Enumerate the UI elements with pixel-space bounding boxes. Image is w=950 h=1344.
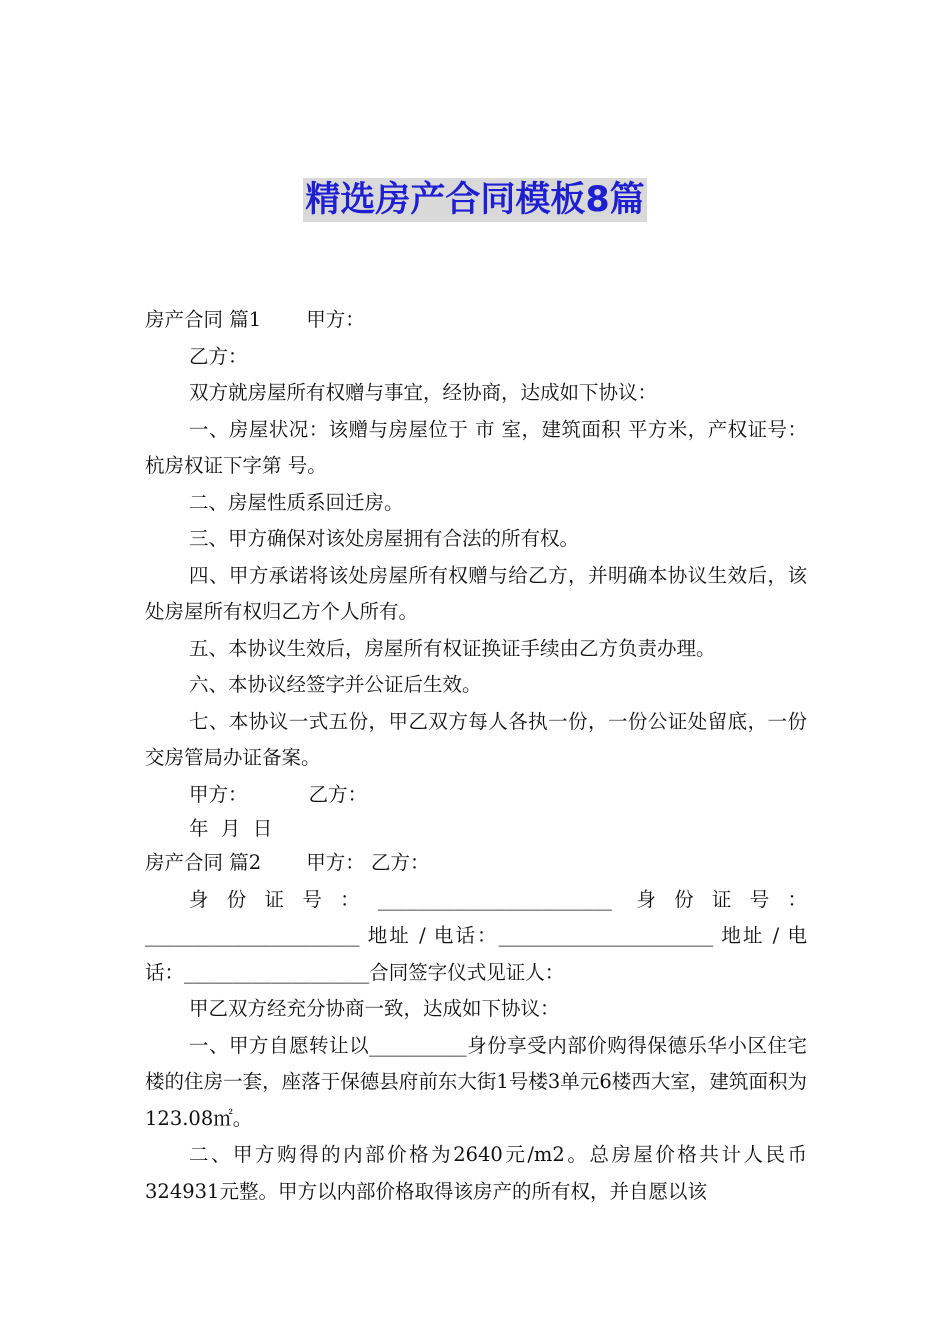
signature-line: 甲方： 乙方：	[189, 782, 368, 806]
paragraph: 四、甲方承诺将该处房屋所有权赠与给乙方，并明确本协议生效后，该处房屋所有权归乙方个人所有。	[145, 563, 807, 623]
paragraph: 一、甲方自愿转让以__________身份享受内部价购得保德乐华小区住宅楼的住房一套，座落于保德县府前东大街1号楼3单元6楼西大室，建筑面积为123.08㎡。	[145, 1033, 807, 1130]
document-title: 精选房产合同模板8篇	[305, 180, 645, 220]
paragraph: 五、本协议生效后，房屋所有权证换证手续由乙方负责办理。	[189, 636, 716, 660]
document-body	[145, 302, 807, 1210]
paragraph: 三、甲方确保对该处房屋拥有合法的所有权。	[189, 527, 580, 550]
paragraph: 身份证号：________________________ 身份证号：______________________ 地址 / 电话：______________________ 地址 / 电话：___________________合同签字仪式见证人：	[145, 887, 807, 984]
section-heading-2: 房产合同 篇2 甲方： 乙方：	[145, 851, 430, 874]
paragraph: 甲乙双方经充分协商一致，达成如下协议：	[189, 997, 560, 1020]
paragraph: 一、房屋状况：该赠与房屋位于 市 室，建筑面积 平方米，产权证号：杭房权证下字第 号。	[145, 417, 807, 477]
paragraph: 乙方：	[189, 344, 248, 368]
paragraph: 双方就房屋所有权赠与事宜，经协商，达成如下协议：	[189, 381, 658, 404]
paragraph: 二、甲方购得的内部价格为2640元/m2。总房屋价格共计人民币324931元整。甲方以内部价格取得该房产的所有权，并自愿以该	[145, 1143, 807, 1203]
section-heading-1: 房产合同 篇1 甲方：	[145, 308, 365, 331]
title-block	[0, 178, 950, 222]
paragraph: 六、本协议经签字并公证后生效。	[189, 673, 482, 696]
paragraph: 二、房屋性质系回迁房。	[189, 490, 404, 514]
paragraph: 七、本协议一式五份，甲乙双方每人各执一份，一份公证处留底，一份交房管局办证备案。	[145, 709, 807, 769]
date-line: 年 月 日	[189, 817, 273, 840]
